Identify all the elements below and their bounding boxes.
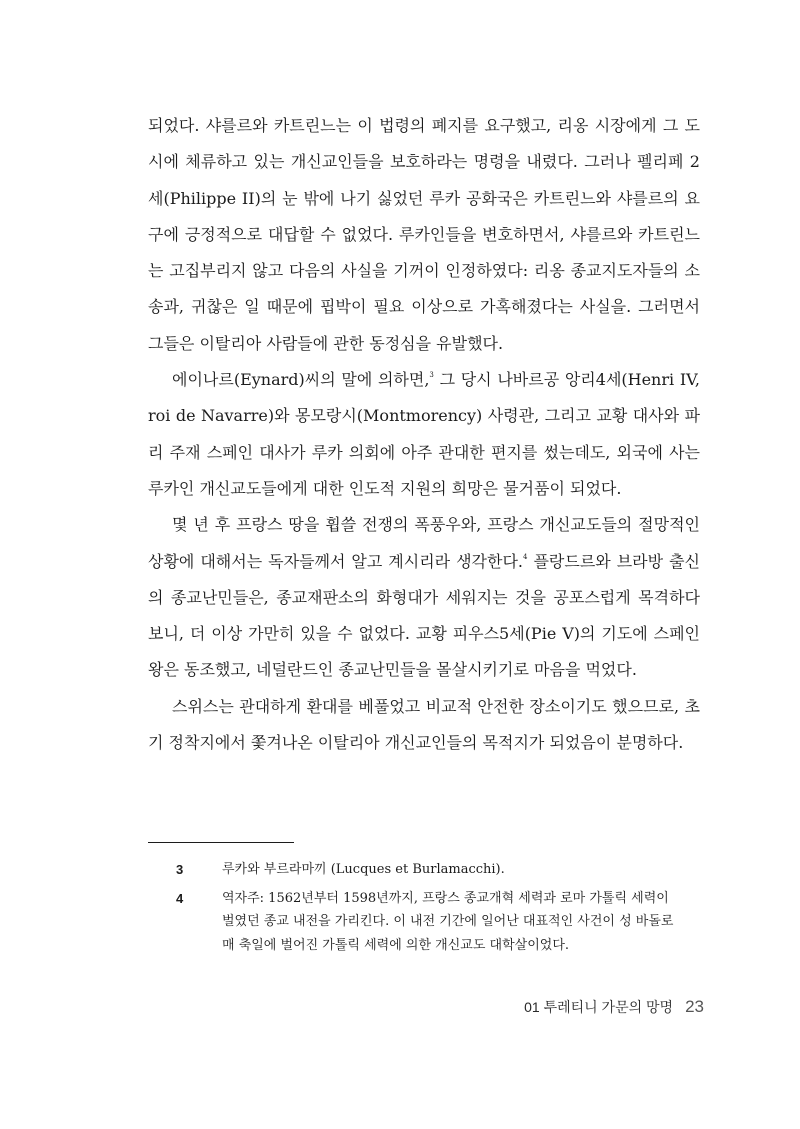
paragraph-3-text-a: 몇 년 후 프랑스 땅을 휩쓸 전쟁의 폭풍우와, 프랑스 개신교도들의 절망적인 상황에 대해서는 독자들께서 알고 계시리라 생각한다.	[148, 515, 700, 571]
footnote-number: 4	[176, 890, 184, 906]
footnote-ref-4: 4	[523, 552, 528, 561]
footnote-text: 역자주: 1562년부터 1598년까지, 프랑스 종교개혁 세력과 로마 가톨릭 세력이 벌였던 종교 내전을 가리킨다. 이 내전 기간에 일어난 대표적인 사건이 성 바돌로매 축일에 벌어진 가톨릭 세력에 의한 개신교도 대학살이었다.	[222, 890, 674, 953]
footnotes	[176, 858, 676, 962]
paragraph-3-text-b: 플랑드르와 브라방 출신의 종교난민들은, 종교재판소의 화형대가 세워지는 것을 공포스럽게 목격하다 보니, 더 이상 가만히 있을 수 없었다. 교황 피우스5세(Pie V)의 기도에 스페인 왕은 동조했고, 네덜란드인 종교난민들을 몰살시키기로 마음을 먹었다.	[148, 551, 700, 680]
paragraph-2-text-a: 에이나르(Eynard)씨의 말에 의하면,	[172, 370, 430, 390]
running-footer	[524, 997, 704, 1017]
paragraph-4: 스위스는 관대하게 환대를 베풀었고 비교적 안전한 장소이기도 했으므로, 초기 정착지에서 쫓겨나온 이탈리아 개신교인들의 목적지가 되었음이 분명하다.	[148, 696, 700, 753]
chapter-title: 01 투레티니 가문의 망명	[524, 999, 674, 1015]
paragraph-2	[148, 362, 700, 507]
footnote-ref-3: 3	[429, 371, 434, 380]
paragraph-2-text-b: 그 당시 나바르공 앙리4세(Henri IV, roi de Navarre)와 몽모랑시(Montmorency) 사령관, 그리고 교황 대사와 파리 주재 스페인 대사가 루카 의회에 아주 관대한 편지를 썼는데도, 외국에 사는 루카인 개신교도들에게 대한 인도적 지원의 희망은 물거품이 되었다.	[148, 370, 700, 498]
footnote-text: 루카와 부르라마끼 (Lucques et Burlamacchi).	[222, 862, 505, 877]
footnote-item	[176, 858, 676, 882]
paragraph-3	[148, 507, 700, 688]
paragraph-1: 되었다. 샤를르와 카트린느는 이 법령의 폐지를 요구했고, 리옹 시장에게 그 도시에 체류하고 있는 개신교인들을 보호하라는 명령을 내렸다. 그러나 펠리페 2세(Philippe II)의 눈 밖에 나기 싫었던 루카 공화국은 카트린느와 샤를르의 요구에 긍정적으로 대답할 수 없었다. 루카인들을 변호하면서, 샤를르와 카트린느는 고집부리지 않고 다음의 사실을 기꺼이 인정하였다: 리옹 종교지도자들의 소송과, 귀찮은 일 때문에 핍박이 필요 이상으로 가혹해졌다는 사실을. 그러면서 그들은 이탈리아 사람들에 관한 동정심을 유발했다.	[148, 116, 700, 353]
footnote-number: 3	[176, 862, 184, 877]
main-text	[148, 108, 700, 761]
page-number: 23	[685, 997, 704, 1016]
footnote-divider	[148, 842, 294, 843]
footnote-item	[176, 887, 676, 958]
